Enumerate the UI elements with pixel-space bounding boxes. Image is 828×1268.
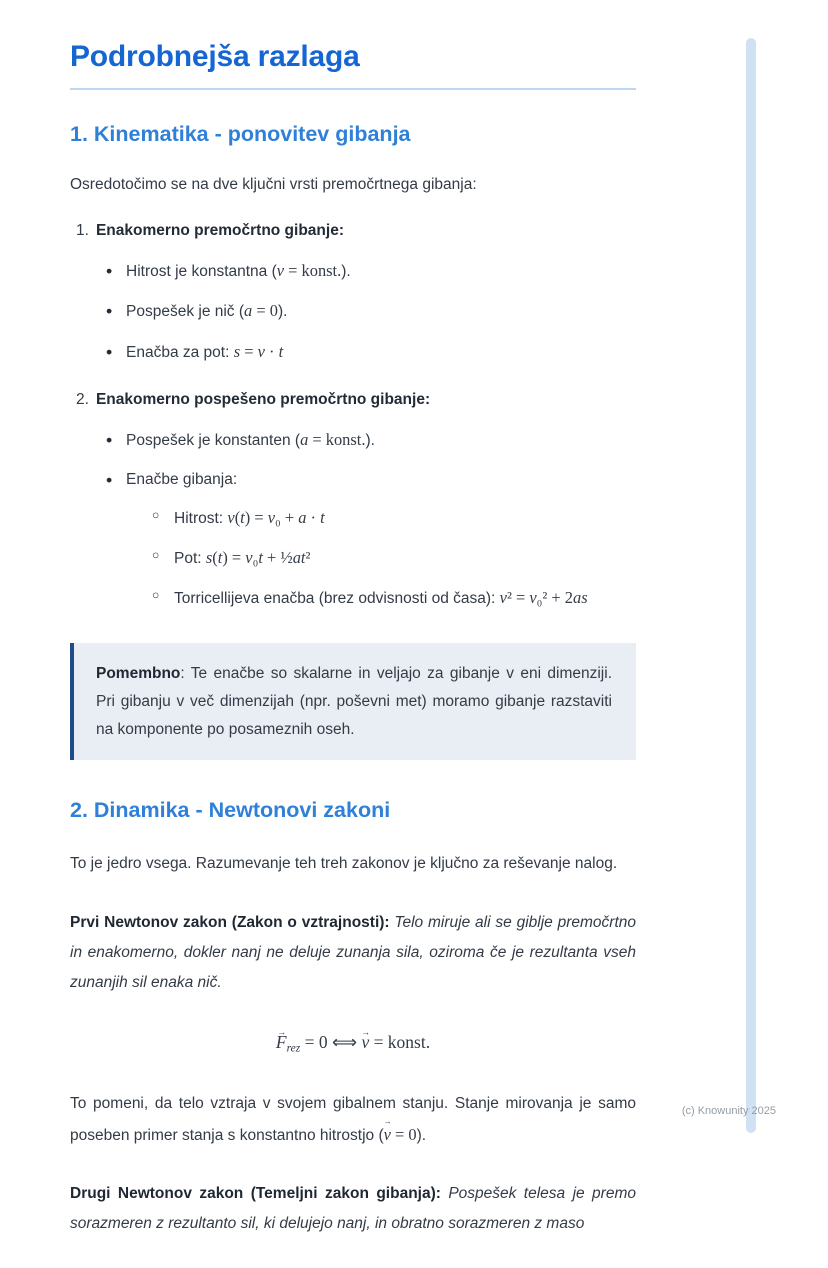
text-segment: t <box>217 547 223 567</box>
text-segment: · <box>264 342 279 362</box>
text-segment: Telo miruje ali se giblje premočrtno in enakomerno, dokler nanj ne deluje zunanja sila, oziroma če je rezultanta vseh zunanjih sil enaka nič. <box>70 913 636 992</box>
text-segment: Drugi Newtonov zakon (Temeljni zakon gibanja): <box>70 1185 449 1203</box>
bullet-list <box>76 259 636 365</box>
text-segment: + ½ <box>262 547 293 567</box>
text-segment: as <box>573 587 588 607</box>
text-segment: v <box>267 507 275 527</box>
list-item-head <box>76 222 636 240</box>
text-segment: a <box>244 301 253 321</box>
list-item-uniform-motion <box>76 222 636 365</box>
text-segment: = <box>240 342 258 362</box>
first-newton-law-paragraph <box>70 908 636 999</box>
sub-bullet-text <box>174 507 325 527</box>
text-segment: Hitrost: <box>174 509 228 527</box>
text-segment: at <box>292 547 306 567</box>
text-segment: v → <box>384 1119 391 1151</box>
text-segment: a <box>300 429 309 449</box>
page-title: Podrobnejša razlaga <box>70 40 360 73</box>
section-1-intro: Osredotočimo se na dve ključni vrsti premočrtnega gibanja: <box>70 176 477 193</box>
text-segment: ). <box>277 303 288 321</box>
text-segment: ₀ <box>275 507 281 527</box>
text-segment: v <box>276 260 285 280</box>
text-segment: Pospešek je konstanten ( <box>126 431 301 449</box>
sub-bullet-text <box>174 547 311 567</box>
bullet-item <box>106 340 636 365</box>
sub-bullet-text <box>174 587 588 607</box>
bullet-text <box>126 429 375 449</box>
list-item-title: Enakomerno pospešeno premočrtno gibanje: <box>95 390 431 408</box>
text-segment: ). <box>341 262 351 280</box>
text-segment: = 0 ⟺ <box>300 1032 362 1053</box>
text-segment: ( <box>212 547 218 567</box>
text-segment: ). <box>365 431 375 449</box>
first-law-equation <box>70 1032 636 1054</box>
sub-bullet-item <box>152 585 636 611</box>
list-item-accelerated-motion <box>76 391 636 611</box>
text-segment: v <box>257 342 265 362</box>
text-segment: = konst. <box>284 260 342 280</box>
title-divider <box>70 88 636 90</box>
text-segment: v <box>227 507 235 527</box>
second-newton-law-paragraph <box>70 1179 636 1239</box>
first-law-explanation-paragraph <box>70 1089 636 1151</box>
text-segment: = 0 <box>252 301 278 321</box>
text-segment: ₀² + 2 <box>536 587 573 607</box>
text-segment: v <box>245 547 253 567</box>
bullet-item <box>106 468 636 610</box>
section-1-heading: 1. Kinematika - ponovitev gibanja <box>70 122 411 146</box>
text-segment: a <box>298 507 307 527</box>
bullet-text <box>126 260 351 280</box>
text-segment: v → <box>361 1032 369 1053</box>
bullet-list <box>76 428 636 611</box>
list-number: 2. <box>76 390 89 408</box>
text-segment: v <box>499 587 507 607</box>
list-item-head <box>76 391 636 409</box>
text-segment: To pomeni, da telo vztraja v svojem gibalnem stanju. Stanje mirovanja je samo poseben primer stanja s konstantno hitrostjo ( <box>70 1094 636 1144</box>
text-segment: t <box>240 507 245 527</box>
important-callout <box>70 643 636 761</box>
list-item-title: Enakomerno premočrtno gibanje: <box>95 221 344 239</box>
bullet-text <box>126 344 283 361</box>
bullet-item <box>106 299 636 324</box>
text-segment: ). <box>416 1126 427 1144</box>
text-segment: · <box>306 507 321 527</box>
footer-credit: (c) Knowunity 2025 <box>681 1105 776 1117</box>
text-segment: rez <box>286 1042 301 1055</box>
text-segment: Prvi Newtonov zakon (Zakon o vztrajnosti): <box>70 913 395 931</box>
section-2-intro: To je jedro vsega. Razumevanje teh treh zakonov je ključno za reševanje nalog. <box>70 855 618 873</box>
text-segment: Hitrost je konstantna ( <box>126 262 277 280</box>
bullet-text <box>126 303 287 320</box>
text-segment: Pospešek je nič ( <box>126 303 245 321</box>
text-segment: + <box>280 507 299 527</box>
text-segment: : Te enačbe so skalarne in veljajo za gibanje v eni dimenziji. Pri gibanju v več dimenzijah (npr. poševni met) moramo gibanje razstaviti na komponente po posameznih oseh. <box>96 664 612 738</box>
text-segment: t <box>320 507 325 527</box>
text-segment: Pomembno <box>96 664 181 682</box>
text-segment: s <box>205 547 213 567</box>
bullet-item <box>106 428 636 453</box>
text-segment: F → <box>276 1032 287 1053</box>
sub-bullet-item <box>152 505 636 531</box>
text-segment: = konst. <box>308 429 366 449</box>
document-content <box>70 40 636 1268</box>
text-segment: ( <box>234 507 241 527</box>
text-segment: ) = <box>222 547 246 567</box>
numbered-list <box>70 222 636 611</box>
sub-bullet-list <box>126 505 636 611</box>
text-segment: Pospešek telesa je premo sorazmeren z rezultanto sil, ki delujejo nanj, in obratno sorazmeren z maso <box>70 1185 636 1233</box>
callout-text <box>96 660 612 744</box>
text-segment: ² = <box>506 587 530 607</box>
text-segment: Torricellijeva enačba (brez odvisnosti od časa): <box>174 589 500 607</box>
text-segment: s <box>233 342 241 362</box>
text-segment: Enačba za pot: <box>126 344 234 362</box>
scrollbar-track[interactable] <box>746 38 756 1133</box>
list-number: 1. <box>76 221 89 239</box>
text-segment: = 0 <box>390 1124 417 1144</box>
text-segment: ) = <box>244 507 268 527</box>
text-segment: ₀ <box>252 547 259 567</box>
text-segment: Pot: <box>174 549 206 567</box>
text-segment: ² <box>305 547 311 567</box>
text-segment: t <box>278 342 284 362</box>
text-segment: = konst. <box>369 1032 431 1053</box>
bullet-item <box>106 259 636 284</box>
section-2-heading: 2. Dinamika - Newtonovi zakoni <box>70 798 391 823</box>
text-segment: v <box>529 587 537 607</box>
bullet-text: Enačbe gibanja: <box>126 471 238 489</box>
text-segment: t <box>258 547 263 567</box>
sub-bullet-item <box>152 545 636 571</box>
